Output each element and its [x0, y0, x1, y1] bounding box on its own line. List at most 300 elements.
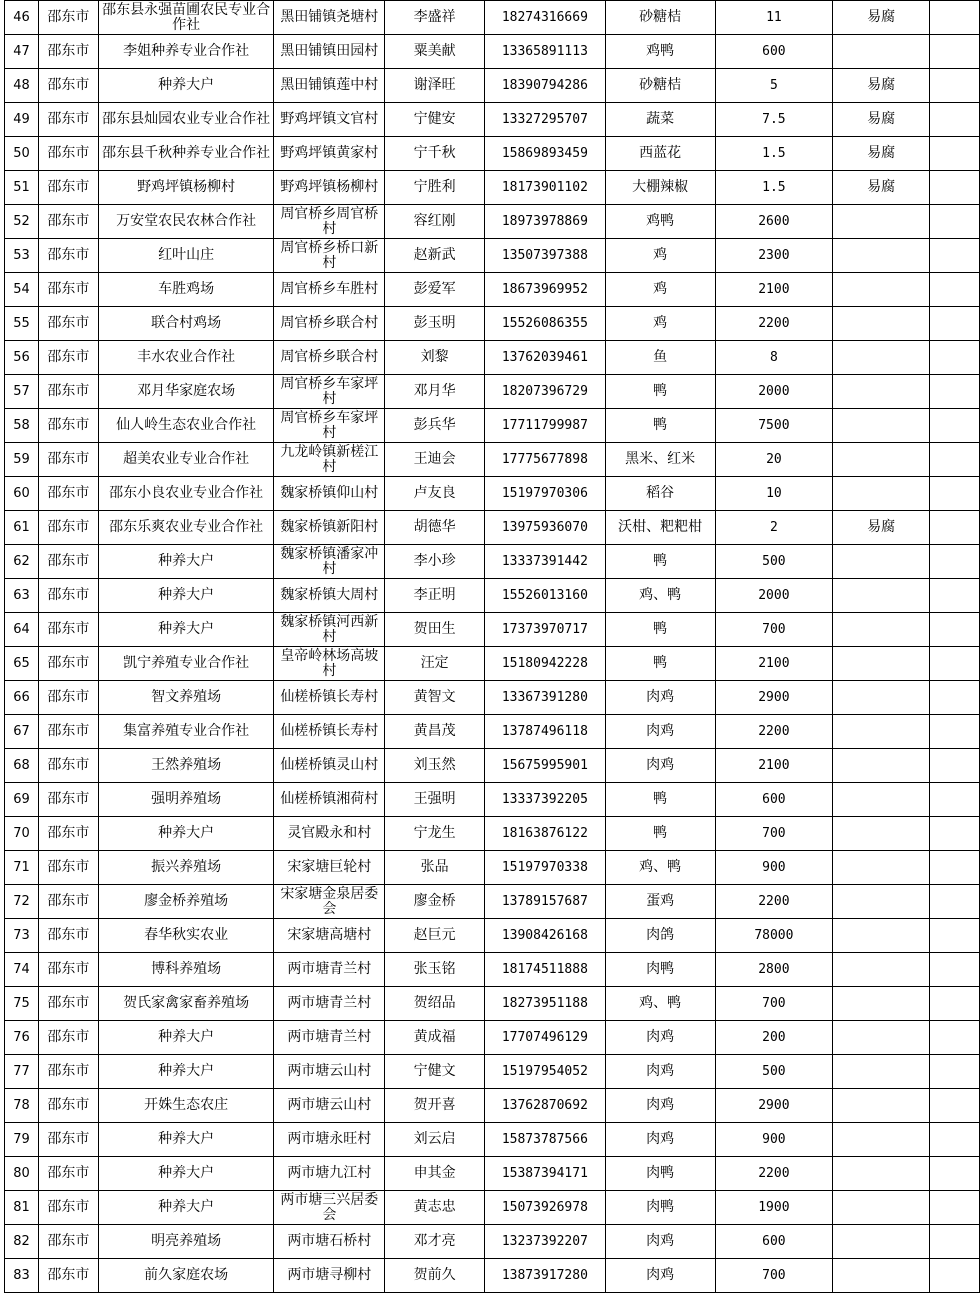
cell-town-village: 野鸡坪镇杨柳村 [274, 171, 385, 205]
cell-serial-number: 75 [5, 987, 39, 1021]
cell-note [833, 851, 930, 885]
cell-town-village: 周官桥乡联合村 [274, 341, 385, 375]
cell-empty [930, 817, 980, 851]
cell-quantity: 700 [715, 817, 833, 851]
table-row [5, 1157, 980, 1191]
cell-entity-name: 万安堂农民农林合作社 [98, 205, 274, 239]
cell-empty [930, 1021, 980, 1055]
cell-quantity: 11 [715, 1, 833, 35]
cell-city: 邵东市 [38, 613, 98, 647]
cell-town-village: 两市塘三兴居委会 [274, 1191, 385, 1225]
cell-quantity: 2100 [715, 749, 833, 783]
cell-serial-number: 49 [5, 103, 39, 137]
cell-quantity: 2200 [715, 715, 833, 749]
cell-serial-number: 82 [5, 1225, 39, 1259]
cell-note [833, 375, 930, 409]
table-row [5, 783, 980, 817]
cell-phone-number: 13237392207 [485, 1225, 606, 1259]
cell-product: 鸡 [605, 239, 715, 273]
cell-serial-number: 70 [5, 817, 39, 851]
cell-note: 易腐 [833, 1, 930, 35]
cell-empty [930, 307, 980, 341]
cell-empty [930, 239, 980, 273]
cell-phone-number: 15526086355 [485, 307, 606, 341]
cell-entity-name: 王然养殖场 [98, 749, 274, 783]
cell-quantity: 10 [715, 477, 833, 511]
cell-town-village: 宋家塘高塘村 [274, 919, 385, 953]
table-row [5, 817, 980, 851]
cell-town-village: 魏家桥镇新阳村 [274, 511, 385, 545]
cell-product: 肉鸡 [605, 681, 715, 715]
cell-contact-person: 王强明 [385, 783, 485, 817]
cell-contact-person: 张品 [385, 851, 485, 885]
cell-serial-number: 58 [5, 409, 39, 443]
cell-phone-number: 18673969952 [485, 273, 606, 307]
table-row [5, 1, 980, 35]
cell-phone-number: 13337391442 [485, 545, 606, 579]
cell-phone-number: 18273951188 [485, 987, 606, 1021]
cell-product: 鸡、鸭 [605, 579, 715, 613]
cell-contact-person: 黄志忠 [385, 1191, 485, 1225]
cell-contact-person: 黄智文 [385, 681, 485, 715]
cell-city: 邵东市 [38, 443, 98, 477]
cell-town-village: 两市塘青兰村 [274, 953, 385, 987]
cell-city: 邵东市 [38, 341, 98, 375]
cell-serial-number: 62 [5, 545, 39, 579]
cell-serial-number: 56 [5, 341, 39, 375]
cell-note [833, 885, 930, 919]
cell-city: 邵东市 [38, 103, 98, 137]
cell-empty [930, 545, 980, 579]
cell-note [833, 783, 930, 817]
cell-phone-number: 15197970306 [485, 477, 606, 511]
cell-note [833, 647, 930, 681]
cell-phone-number: 13789157687 [485, 885, 606, 919]
table-row [5, 205, 980, 239]
cell-product: 黑米、红米 [605, 443, 715, 477]
cell-serial-number: 50 [5, 137, 39, 171]
cell-quantity: 7.5 [715, 103, 833, 137]
cell-note [833, 613, 930, 647]
cell-phone-number: 18390794286 [485, 69, 606, 103]
cell-serial-number: 67 [5, 715, 39, 749]
table-row [5, 69, 980, 103]
cell-phone-number: 13507397388 [485, 239, 606, 273]
cell-contact-person: 邓月华 [385, 375, 485, 409]
table-row [5, 273, 980, 307]
table-row [5, 35, 980, 69]
cell-contact-person: 张玉铭 [385, 953, 485, 987]
cell-town-village: 皇帝岭林场高坡村 [274, 647, 385, 681]
cell-quantity: 700 [715, 987, 833, 1021]
cell-entity-name: 开姝生态农庄 [98, 1089, 274, 1123]
cell-product: 肉鸡 [605, 1123, 715, 1157]
cell-entity-name: 超美农业专业合作社 [98, 443, 274, 477]
cell-town-village: 九龙岭镇新槎江村 [274, 443, 385, 477]
cell-serial-number: 66 [5, 681, 39, 715]
cell-note: 易腐 [833, 103, 930, 137]
cell-town-village: 两市塘青兰村 [274, 1021, 385, 1055]
cell-city: 邵东市 [38, 69, 98, 103]
cell-city: 邵东市 [38, 953, 98, 987]
cell-entity-name: 明亮养殖场 [98, 1225, 274, 1259]
cell-product: 鸡、鸭 [605, 851, 715, 885]
cell-entity-name: 种养大户 [98, 1157, 274, 1191]
cell-city: 邵东市 [38, 579, 98, 613]
cell-contact-person: 贺绍品 [385, 987, 485, 1021]
cell-product: 鸡 [605, 307, 715, 341]
cell-town-village: 魏家桥镇河西新村 [274, 613, 385, 647]
cell-entity-name: 前久家庭农场 [98, 1259, 274, 1293]
cell-phone-number: 13975936070 [485, 511, 606, 545]
cell-quantity: 2 [715, 511, 833, 545]
cell-empty [930, 69, 980, 103]
cell-product: 沃柑、粑粑柑 [605, 511, 715, 545]
cell-city: 邵东市 [38, 1191, 98, 1225]
cell-phone-number: 17707496129 [485, 1021, 606, 1055]
cell-quantity: 1900 [715, 1191, 833, 1225]
cell-city: 邵东市 [38, 885, 98, 919]
table-row [5, 749, 980, 783]
cell-empty [930, 647, 980, 681]
cell-city: 邵东市 [38, 409, 98, 443]
cell-serial-number: 77 [5, 1055, 39, 1089]
cell-note [833, 953, 930, 987]
cell-contact-person: 彭兵华 [385, 409, 485, 443]
cell-entity-name: 李姐种养专业合作社 [98, 35, 274, 69]
cell-entity-name: 丰水农业合作社 [98, 341, 274, 375]
cell-serial-number: 68 [5, 749, 39, 783]
table-row [5, 715, 980, 749]
cell-note [833, 1089, 930, 1123]
cell-product: 肉鸽 [605, 919, 715, 953]
cell-entity-name: 邵东小良农业专业合作社 [98, 477, 274, 511]
cell-empty [930, 171, 980, 205]
cell-phone-number: 15526013160 [485, 579, 606, 613]
table-row [5, 1021, 980, 1055]
cell-serial-number: 76 [5, 1021, 39, 1055]
cell-empty [930, 35, 980, 69]
cell-product: 鸭 [605, 647, 715, 681]
cell-phone-number: 18163876122 [485, 817, 606, 851]
cell-quantity: 2600 [715, 205, 833, 239]
cell-product: 砂糖桔 [605, 69, 715, 103]
cell-contact-person: 宁千秋 [385, 137, 485, 171]
cell-empty [930, 409, 980, 443]
cell-entity-name: 邵东县千秋种养专业合作社 [98, 137, 274, 171]
cell-quantity: 1.5 [715, 171, 833, 205]
table-row [5, 681, 980, 715]
cell-phone-number: 13327295707 [485, 103, 606, 137]
table-row [5, 1089, 980, 1123]
cell-serial-number: 63 [5, 579, 39, 613]
cell-town-village: 两市塘永旺村 [274, 1123, 385, 1157]
cell-town-village: 仙槎桥镇灵山村 [274, 749, 385, 783]
cell-serial-number: 59 [5, 443, 39, 477]
cell-quantity: 500 [715, 545, 833, 579]
cell-town-village: 两市塘云山村 [274, 1089, 385, 1123]
cell-empty [930, 1123, 980, 1157]
cell-town-village: 魏家桥镇潘家冲村 [274, 545, 385, 579]
cell-contact-person: 李正明 [385, 579, 485, 613]
table-row [5, 375, 980, 409]
cell-phone-number: 15675995901 [485, 749, 606, 783]
cell-entity-name: 邵东县永强苗圃农民专业合作社 [98, 1, 274, 35]
cell-quantity: 2900 [715, 681, 833, 715]
cell-serial-number: 71 [5, 851, 39, 885]
cell-entity-name: 种养大户 [98, 817, 274, 851]
table-row [5, 1055, 980, 1089]
cell-empty [930, 1191, 980, 1225]
table-row [5, 579, 980, 613]
cell-product: 蔬菜 [605, 103, 715, 137]
cell-note [833, 273, 930, 307]
cell-town-village: 黑田铺镇尧塘村 [274, 1, 385, 35]
cell-city: 邵东市 [38, 307, 98, 341]
cell-contact-person: 赵巨元 [385, 919, 485, 953]
cell-empty [930, 1055, 980, 1089]
cell-contact-person: 黄昌茂 [385, 715, 485, 749]
cell-town-village: 两市塘青兰村 [274, 987, 385, 1021]
cell-town-village: 黑田铺镇田园村 [274, 35, 385, 69]
cell-entity-name: 联合村鸡场 [98, 307, 274, 341]
table-row [5, 103, 980, 137]
cell-entity-name: 车胜鸡场 [98, 273, 274, 307]
table-body [5, 1, 980, 1293]
cell-contact-person: 粟美献 [385, 35, 485, 69]
table-row [5, 919, 980, 953]
cell-phone-number: 18973978869 [485, 205, 606, 239]
cell-note [833, 205, 930, 239]
cell-city: 邵东市 [38, 1259, 98, 1293]
cell-entity-name: 廖金桥养殖场 [98, 885, 274, 919]
cell-quantity: 2000 [715, 579, 833, 613]
cell-town-village: 魏家桥镇仰山村 [274, 477, 385, 511]
cell-empty [930, 749, 980, 783]
cell-town-village: 宋家塘金泉居委会 [274, 885, 385, 919]
cell-note [833, 681, 930, 715]
cell-product: 肉鸡 [605, 1055, 715, 1089]
cell-city: 邵东市 [38, 1055, 98, 1089]
cell-entity-name: 种养大户 [98, 1123, 274, 1157]
cell-phone-number: 15180942228 [485, 647, 606, 681]
cell-note [833, 443, 930, 477]
cell-empty [930, 1, 980, 35]
cell-phone-number: 13873917280 [485, 1259, 606, 1293]
cell-quantity: 5 [715, 69, 833, 103]
table-row [5, 409, 980, 443]
cell-contact-person: 廖金桥 [385, 885, 485, 919]
cell-quantity: 2000 [715, 375, 833, 409]
cell-contact-person: 贺田生 [385, 613, 485, 647]
cell-empty [930, 715, 980, 749]
cell-city: 邵东市 [38, 477, 98, 511]
cell-city: 邵东市 [38, 1157, 98, 1191]
cell-serial-number: 79 [5, 1123, 39, 1157]
cell-entity-name: 贺氏家禽家畜养殖场 [98, 987, 274, 1021]
cell-town-village: 两市塘石桥村 [274, 1225, 385, 1259]
cell-contact-person: 申其金 [385, 1157, 485, 1191]
cell-product: 大棚辣椒 [605, 171, 715, 205]
cell-serial-number: 80 [5, 1157, 39, 1191]
cell-empty [930, 205, 980, 239]
table-row [5, 307, 980, 341]
cell-product: 肉鸡 [605, 1089, 715, 1123]
cell-town-village: 黑田铺镇莲中村 [274, 69, 385, 103]
cell-product: 鸡 [605, 273, 715, 307]
cell-serial-number: 46 [5, 1, 39, 35]
cell-serial-number: 57 [5, 375, 39, 409]
cell-contact-person: 胡德华 [385, 511, 485, 545]
cell-product: 鸭 [605, 375, 715, 409]
cell-product: 肉鸭 [605, 1191, 715, 1225]
cell-contact-person: 王迪会 [385, 443, 485, 477]
cell-quantity: 2300 [715, 239, 833, 273]
cell-entity-name: 振兴养殖场 [98, 851, 274, 885]
cell-contact-person: 李小珍 [385, 545, 485, 579]
cell-city: 邵东市 [38, 647, 98, 681]
cell-product: 鸡、鸭 [605, 987, 715, 1021]
cell-empty [930, 103, 980, 137]
cell-quantity: 8 [715, 341, 833, 375]
cell-note [833, 1225, 930, 1259]
cell-city: 邵东市 [38, 783, 98, 817]
cell-contact-person: 黄成福 [385, 1021, 485, 1055]
cell-quantity: 200 [715, 1021, 833, 1055]
cell-note [833, 715, 930, 749]
cell-contact-person: 贺开喜 [385, 1089, 485, 1123]
cell-town-village: 周官桥乡周官桥村 [274, 205, 385, 239]
table-row [5, 545, 980, 579]
cell-city: 邵东市 [38, 817, 98, 851]
cell-product: 肉鸡 [605, 1225, 715, 1259]
cell-city: 邵东市 [38, 919, 98, 953]
cell-city: 邵东市 [38, 239, 98, 273]
cell-note [833, 1191, 930, 1225]
cell-empty [930, 919, 980, 953]
cell-phone-number: 17373970717 [485, 613, 606, 647]
cell-phone-number: 18207396729 [485, 375, 606, 409]
registry-table [4, 0, 980, 1293]
cell-city: 邵东市 [38, 1089, 98, 1123]
cell-phone-number: 15869893459 [485, 137, 606, 171]
cell-note [833, 341, 930, 375]
cell-note [833, 749, 930, 783]
cell-contact-person: 李盛祥 [385, 1, 485, 35]
cell-empty [930, 341, 980, 375]
table-row [5, 1225, 980, 1259]
cell-contact-person: 容红刚 [385, 205, 485, 239]
cell-serial-number: 48 [5, 69, 39, 103]
cell-town-village: 野鸡坪镇黄家村 [274, 137, 385, 171]
cell-empty [930, 987, 980, 1021]
cell-city: 邵东市 [38, 1, 98, 35]
cell-serial-number: 64 [5, 613, 39, 647]
cell-empty [930, 511, 980, 545]
cell-quantity: 2900 [715, 1089, 833, 1123]
cell-note [833, 1157, 930, 1191]
cell-entity-name: 红叶山庄 [98, 239, 274, 273]
cell-town-village: 两市塘九江村 [274, 1157, 385, 1191]
cell-note [833, 919, 930, 953]
cell-town-village: 仙槎桥镇长寿村 [274, 681, 385, 715]
cell-serial-number: 81 [5, 1191, 39, 1225]
cell-product: 鸡鸭 [605, 205, 715, 239]
cell-product: 肉鸭 [605, 1157, 715, 1191]
cell-entity-name: 邵东县灿园农业专业合作社 [98, 103, 274, 137]
cell-empty [930, 579, 980, 613]
cell-city: 邵东市 [38, 1021, 98, 1055]
cell-empty [930, 375, 980, 409]
cell-empty [930, 783, 980, 817]
cell-empty [930, 443, 980, 477]
cell-quantity: 20 [715, 443, 833, 477]
cell-serial-number: 47 [5, 35, 39, 69]
cell-product: 鱼 [605, 341, 715, 375]
cell-product: 砂糖桔 [605, 1, 715, 35]
cell-quantity: 2800 [715, 953, 833, 987]
cell-entity-name: 博科养殖场 [98, 953, 274, 987]
cell-quantity: 7500 [715, 409, 833, 443]
cell-product: 鸭 [605, 817, 715, 851]
cell-town-village: 周官桥乡车家坪村 [274, 409, 385, 443]
cell-note: 易腐 [833, 69, 930, 103]
cell-note [833, 409, 930, 443]
cell-empty [930, 1225, 980, 1259]
table-row [5, 341, 980, 375]
cell-contact-person: 彭爱军 [385, 273, 485, 307]
cell-quantity: 900 [715, 851, 833, 885]
cell-empty [930, 851, 980, 885]
cell-serial-number: 53 [5, 239, 39, 273]
cell-entity-name: 种养大户 [98, 1055, 274, 1089]
cell-note [833, 545, 930, 579]
cell-quantity: 2200 [715, 307, 833, 341]
cell-note [833, 1259, 930, 1293]
table-row [5, 647, 980, 681]
cell-product: 鸭 [605, 783, 715, 817]
cell-city: 邵东市 [38, 511, 98, 545]
cell-entity-name: 集富养殖专业合作社 [98, 715, 274, 749]
cell-note [833, 1021, 930, 1055]
table-row [5, 1191, 980, 1225]
cell-phone-number: 15197954052 [485, 1055, 606, 1089]
cell-contact-person: 彭玉明 [385, 307, 485, 341]
table-row [5, 137, 980, 171]
cell-city: 邵东市 [38, 749, 98, 783]
cell-note [833, 239, 930, 273]
table-row [5, 851, 980, 885]
cell-empty [930, 1089, 980, 1123]
table-row [5, 477, 980, 511]
cell-serial-number: 51 [5, 171, 39, 205]
cell-serial-number: 83 [5, 1259, 39, 1293]
cell-city: 邵东市 [38, 205, 98, 239]
cell-contact-person: 宁胜利 [385, 171, 485, 205]
cell-empty [930, 1259, 980, 1293]
cell-note [833, 477, 930, 511]
cell-empty [930, 477, 980, 511]
cell-phone-number: 18174511888 [485, 953, 606, 987]
cell-town-village: 仙槎桥镇湘荷村 [274, 783, 385, 817]
cell-serial-number: 55 [5, 307, 39, 341]
table-row [5, 613, 980, 647]
cell-empty [930, 681, 980, 715]
cell-note [833, 307, 930, 341]
cell-city: 邵东市 [38, 681, 98, 715]
cell-town-village: 野鸡坪镇文官村 [274, 103, 385, 137]
cell-city: 邵东市 [38, 851, 98, 885]
